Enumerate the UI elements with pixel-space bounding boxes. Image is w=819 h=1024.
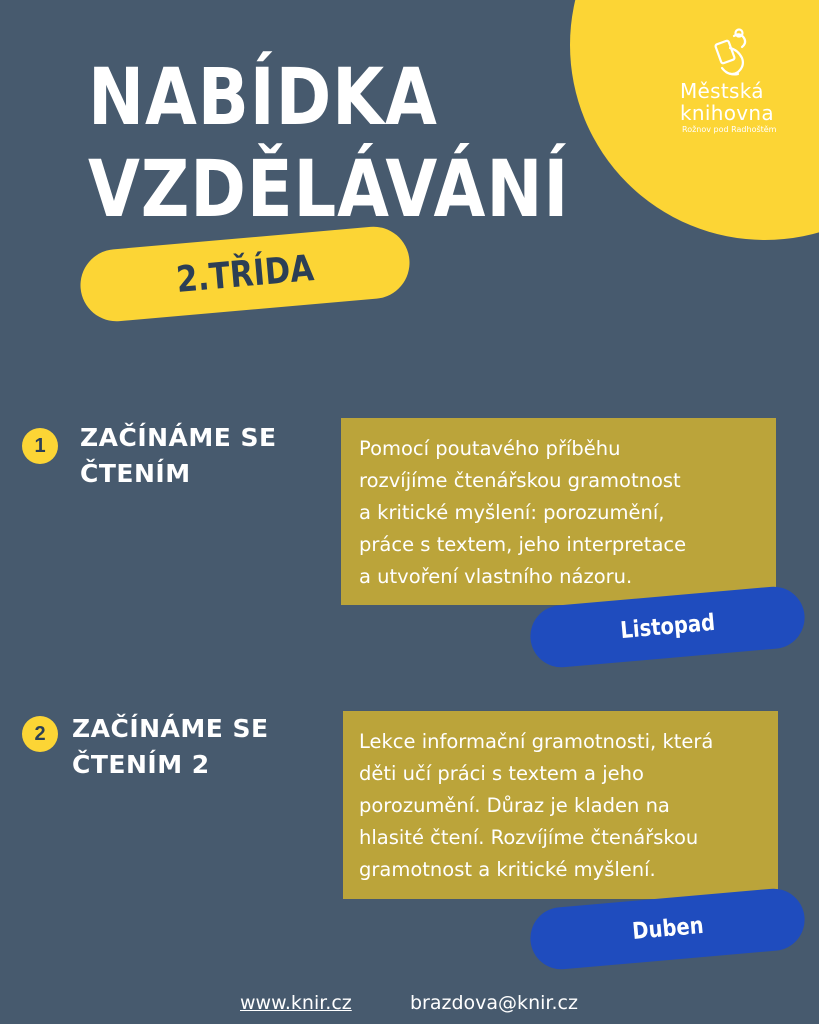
item-number-badge: 1 [22, 428, 58, 464]
title-line-1: NABÍDKA [88, 53, 438, 143]
month-label: Listopad [619, 609, 716, 645]
month-label: Duben [630, 912, 705, 946]
description-line: hlasité čtení. Rozvíjíme čtenářskou [359, 826, 699, 849]
description-line: práce s textem, jeho interpretace [359, 533, 687, 556]
description-line: porozumění. Důraz je kladen na [359, 794, 670, 817]
description-line: a utvoření vlastního názoru. [359, 565, 633, 588]
library-logo-icon [712, 28, 752, 80]
logo-line-1: Městská [680, 79, 764, 103]
logo-line-2: knihovna [680, 101, 774, 125]
description-line: rozvíjíme čtenářskou gramotnost [359, 469, 681, 492]
description-line: Pomocí poutavého příběhu [359, 437, 621, 460]
description-line: a kritické myšlení: porozumění, [359, 501, 665, 524]
grade-label: 2.TŘÍDA [174, 247, 316, 301]
email-link[interactable]: brazdova@knir.cz [410, 992, 578, 1014]
item-number-badge: 2 [22, 716, 58, 752]
logo-line-3: Rožnov pod Radhoštěm [682, 125, 777, 134]
item-title [72, 711, 269, 783]
library-logo [672, 28, 792, 136]
item-title-line-2: ČTENÍM [80, 459, 191, 488]
page-title [88, 52, 569, 236]
item-description [341, 418, 776, 605]
item-description [343, 711, 778, 899]
item-title [80, 420, 277, 492]
grade-badge [77, 224, 412, 324]
item-title-line-2: ČTENÍM 2 [72, 750, 210, 779]
description-line: děti učí práci s textem a jeho [359, 762, 644, 785]
description-line: Lekce informační gramotnosti, která [359, 730, 714, 753]
website-link[interactable]: www.knir.cz [240, 992, 352, 1014]
title-line-2: VZDĚLÁVÁNÍ [88, 145, 570, 235]
item-title-line-1: ZAČÍNÁME SE [72, 714, 269, 743]
item-title-line-1: ZAČÍNÁME SE [80, 423, 277, 452]
description-line: gramotnost a kritické myšlení. [359, 858, 656, 881]
